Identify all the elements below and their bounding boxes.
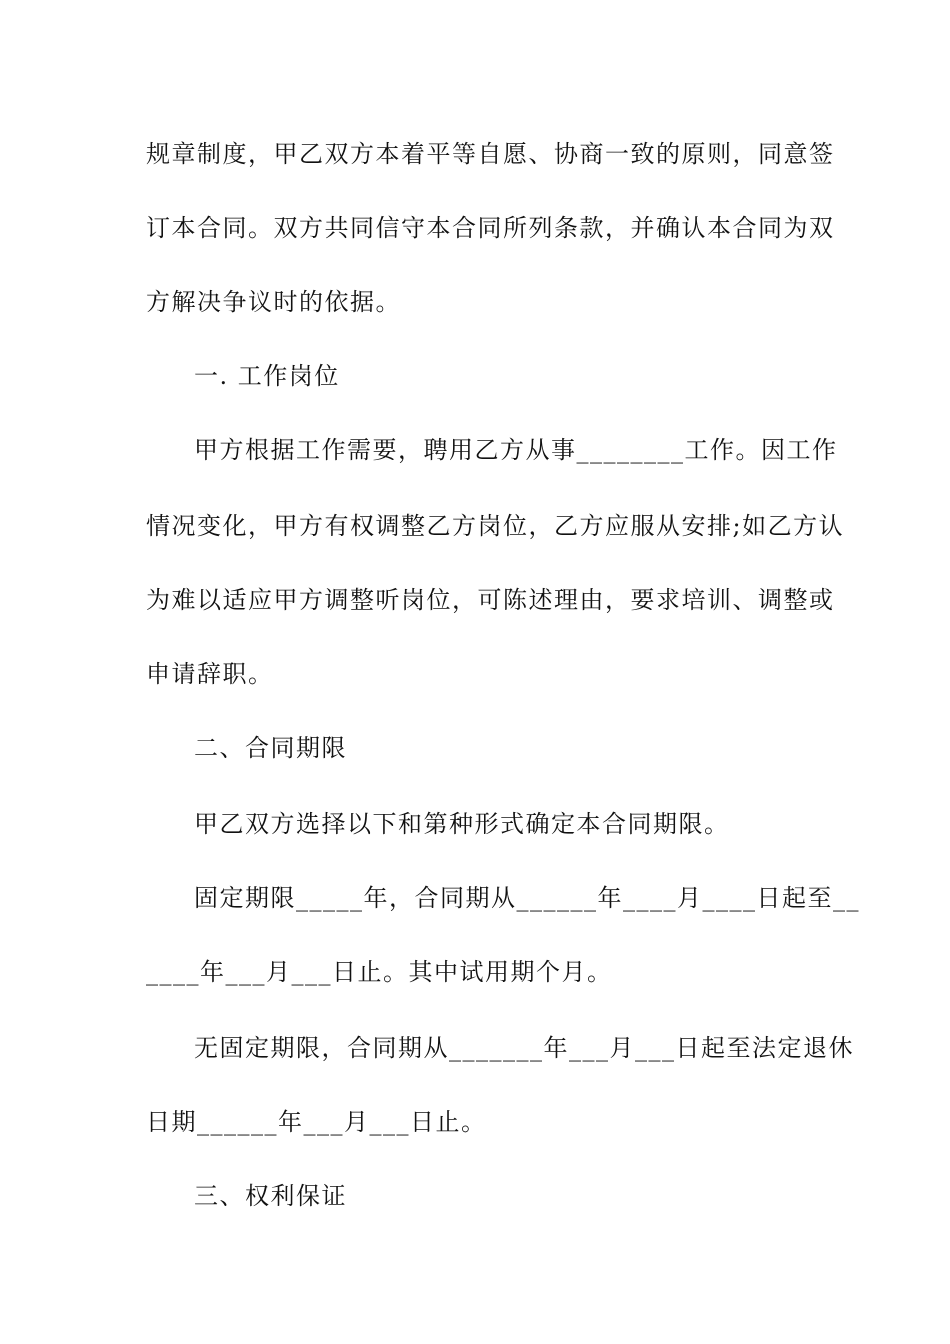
paragraph-line: 情况变化，甲方有权调整乙方岗位，乙方应服从安排;如乙方认	[146, 512, 845, 540]
section-heading-contract-term: 二、合同期限	[194, 734, 347, 762]
paragraph-line: 申请辞职。	[146, 660, 274, 688]
section-heading-job-position: 一. 工作岗位	[194, 362, 340, 390]
paragraph-line: 订本合同。双方共同信守本合同所列条款，并确认本合同为双	[146, 214, 835, 242]
paragraph-line: 甲乙双方选择以下和第种形式确定本合同期限。	[194, 810, 730, 838]
paragraph-line: 甲方根据工作需要，聘用乙方从事________工作。因工作	[194, 436, 838, 464]
paragraph-line: 无固定期限，合同期从_______年___月___日起至法定退休	[194, 1034, 854, 1062]
paragraph-line: 固定期限_____年，合同期从______年____月____日起至__	[194, 884, 860, 912]
paragraph-line: ____年___月___日止。其中试用期个月。	[146, 958, 613, 986]
paragraph-line: 日期______年___月___日止。	[146, 1108, 487, 1136]
section-heading-rights-guarantee: 三、权利保证	[194, 1182, 347, 1210]
paragraph-line: 为难以适应甲方调整听岗位，可陈述理由，要求培训、调整或	[146, 586, 835, 614]
paragraph-line: 规章制度，甲乙双方本着平等自愿、协商一致的原则，同意签	[146, 140, 835, 168]
paragraph-line: 方解决争议时的依据。	[146, 288, 401, 316]
